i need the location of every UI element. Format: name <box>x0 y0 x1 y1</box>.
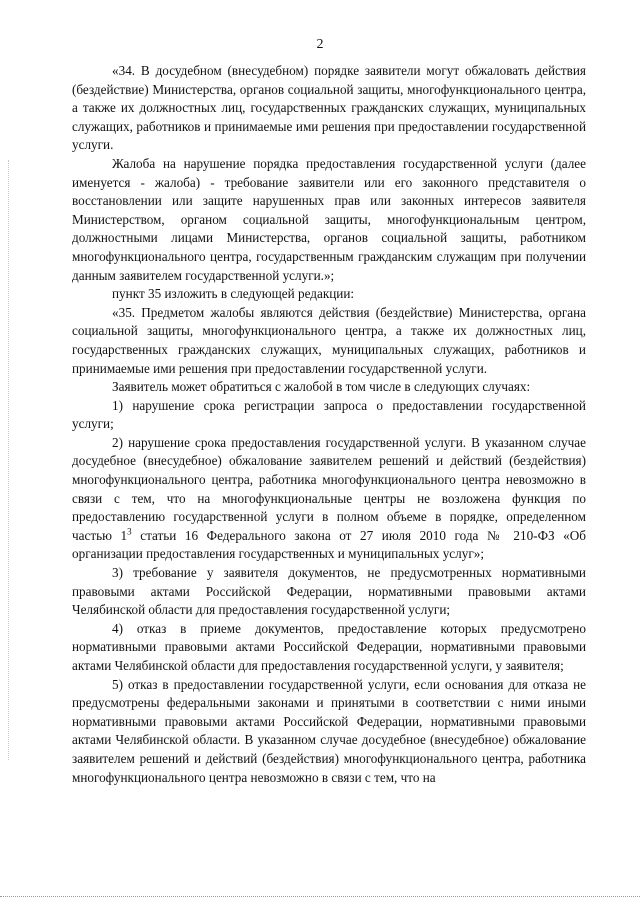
paragraph-complaint-definition: Жалоба на нарушение порядка предоставления государственной услуги (далее именуется - жалоба) - требование заявители или его законного представителя о восстановлении или защите нарушенных прав или законных интересов заявителя Министерством, органом социальной защиты, многофункциональным центром, должностными лицами Министерства, органов социальной защиты, работником многофункционального центра, государственным гражданским служащим при получении данным заявителем государственной услуги.»; <box>72 155 586 283</box>
scan-edge-bottom <box>0 896 640 898</box>
document-body <box>72 62 586 787</box>
list-item-1: 1) нарушение срока регистрации запроса о предоставлении государственной услуги; <box>72 397 586 432</box>
list-item-5: 5) отказ в предоставлении государственной услуги, если основания для отказа не предусмотрены федеральными законами и принятыми в соответствии с ними иными нормативными правовыми актами Российской Федерации, нормативными правовыми актами Челябинской области. В указанном случае досудебное (внесудебное) обжалование заявителем решений и действий (бездействия) многофункционального центра, работника многофункционального центра невозможно в связи с тем, что на <box>72 676 586 785</box>
paragraph-amend-35: пункт 35 изложить в следующей редакции: <box>112 286 355 302</box>
list-item-4: 4) отказ в приеме документов, предоставление которых предусмотрено нормативными правовыми актами Российской Федерации, нормативными правовыми актами Челябинской области для предоставления государственной услуги, у заявителя; <box>72 620 586 673</box>
list-item-2 <box>72 434 586 564</box>
paragraph-34: «34. В досудебном (внесудебном) порядке заявители могут обжаловать действия (бездействие) Министерства, органов социальной защиты, многофункционального центра, а также их должностных лиц, государственных гражданских служащих, муниципальных служащих, работников и принимаемые ими решения при предоставлении государственной услуги. <box>72 63 586 153</box>
list-item-2-text-cont: статьи 16 Федерального закона от 27 июля 2010 года № 210-ФЗ «Об организации предоставления государственных и муниципальных услуг»; <box>72 527 586 562</box>
superscript: 3 <box>127 526 132 537</box>
scan-edge-left <box>8 160 10 760</box>
list-item-3: 3) требование у заявителя документов, не предусмотренных нормативными правовыми актами Российской Федерации, нормативными правовыми актами Челябинской области для предоставления государственной услуги; <box>72 565 586 618</box>
list-item-2-text: 2) нарушение срока предоставления государственной услуги. В указанном случае досудебное (внесудебное) обжалование заявителем решений и действий (бездействия) многофункционального центра, работника многофункционального центра невозможно в связи с тем, что на многофункциональные центры не возложена функция по предоставлению государственной услуги в полном объеме в порядке, определенном частью 1 <box>72 434 586 543</box>
paragraph-cases-intro: Заявитель может обратиться с жалобой в том числе в следующих случаях: <box>112 379 531 395</box>
page-number: 2 <box>316 37 324 52</box>
paragraph-35: «35. Предметом жалобы являются действия (бездействие) Министерства, органа социальной защиты, многофункционального центра, а также их должностных лиц, государственных гражданских служащих, муниципальных служащих, работников и принимаемые ими решения при предоставлении государственной услуги. <box>72 304 586 376</box>
